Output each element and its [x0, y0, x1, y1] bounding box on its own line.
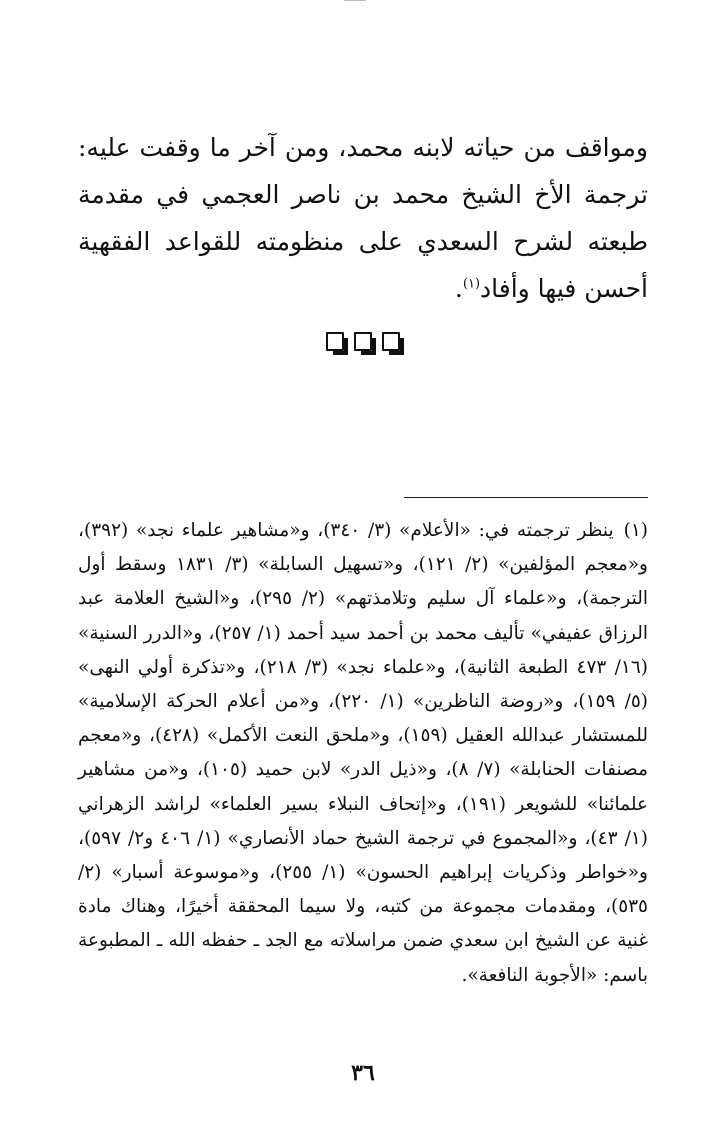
main-paragraph-end: .: [454, 274, 463, 303]
footnote-reference-marker[interactable]: (١): [462, 276, 481, 292]
footnote-text: ينظر ترجمته في: «الأعلام» (٣/ ٣٤٠)، و«مشاهير علماء نجد» (٣٩٢)، و«معجم المؤلفين» (٢/ ١٢١)، و«تسهيل السابلة» (٣/ ١٨٣١ وسقط أول الترجمة)، و«علماء آل سليم وتلامذتهم» (٢/ ٢٩٥)، و«الشيخ العلامة عبد الرزاق عفيفي» تأليف محمد بن أحمد سيد أحمد (١/ ٢٥٧)، و«الدرر السنية» (١٦/ ٤٧٣ الطبعة الثانية)، و«علماء نجد» (٣/ ٢١٨)، و«تذكرة أولي النهى» (٥/ ١٥٩)، و«روضة الناظرين» (١/ ٢٢٠)، و«من أعلام الحركة الإسلامية» للمستشار عبدالله العقيل (١٥٩)، و«ملحق النعت الأكمل» (٤٢٨)، و«معجم مصنفات الحنابلة» (٧/ ٨)، و«ذيل الدر» لابن حميد (١٠٥)، و«من مشاهير علمائنا» للشويعر (١٩١)، و«إتحاف النبلاء بسير العلماء» لراشد الزهراني (١/ ٤٣)، و«المجموع في ترجمة الشيخ حماد الأنصاري» (١/ ٤٠٦ و٢/ ٥٩٧)، و«خواطر وذكريات إبراهيم الحسون» (١/ ٢٥٥)، و«موسوعة أسبار» (٢/ ٥٣٥)، ومقدمات مجموعة من كتبه، ولا سيما المحققة أخيرًا، وهناك مادة غنية عن الشيخ ابن سعدي ضمن مراسلاته مع الجد ـ حفظه الله ـ المطبوعة باسم: «الأجوبة النافعة».: [78, 520, 649, 986]
square-ornament-icon: [354, 332, 372, 351]
footnote: [78, 514, 648, 993]
footnote-number: (١): [623, 520, 649, 541]
page-body: [78, 0, 648, 1135]
square-ornament-icon: [326, 332, 344, 351]
footnote-separator-line: [404, 497, 648, 498]
square-ornament-icon: [382, 332, 400, 351]
page-number: ٣٦: [351, 1060, 375, 1086]
main-paragraph: [78, 124, 648, 312]
section-separator-ornament: [78, 332, 648, 351]
main-paragraph-text: ومواقف من حياته لابنه محمد، ومن آخر ما وقفت عليه: ترجمة الأخ الشيخ محمد بن ناصر العجمي في مقدمة طبعته لشرح السعدي على منظومته للقواعد الفقهية أحسن فيها وأفاد: [78, 133, 648, 303]
